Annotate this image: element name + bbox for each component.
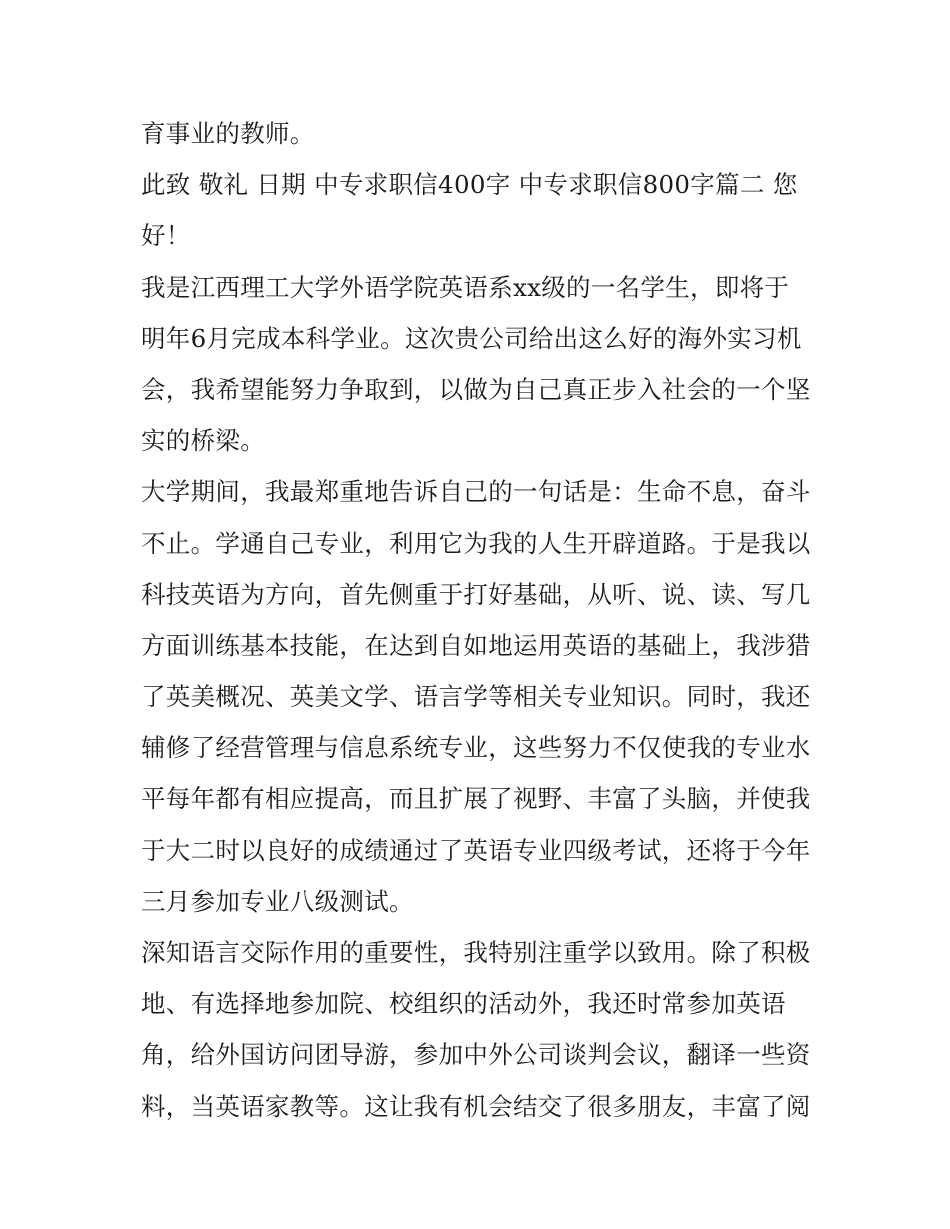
text-line: 方面训练基本技能，在达到自如地运用英语的基础上，我涉猎 <box>141 630 811 660</box>
document-body <box>141 108 813 1132</box>
text-line: 好！ <box>141 221 191 251</box>
text-line: 平每年都有相应提高，而且扩展了视野、丰富了头脑，并使我 <box>141 784 811 814</box>
text-line: 明年6月完成本科学业。这次贵公司给出这么好的海外实习机 <box>141 323 802 353</box>
text-line: 三月参加专业八级测试。 <box>141 886 414 916</box>
text-line: 科技英语为方向，首先侧重于打好基础，从听、说、读、写几 <box>141 579 811 609</box>
text-line: 此致 敬礼 日期 中专求职信400字 中专求职信800字篇二 您 <box>141 170 798 200</box>
text-line: 辅修了经营管理与信息系统专业，这些努力不仅使我的专业水 <box>141 733 811 763</box>
text-line: 地、有选择地参加院、校组织的活动外，我还时常参加英语 <box>141 989 786 1019</box>
text-line: 于大二时以良好的成绩通过了英语专业四级考试，还将于今年 <box>141 835 811 865</box>
text-line: 不止。学通自己专业，利用它为我的人生开辟道路。于是我以 <box>141 528 811 558</box>
text-line: 大学期间，我最郑重地告诉自己的一句话是：生命不息，奋斗 <box>141 477 811 507</box>
text-line: 料，当英语家教等。这让我有机会结交了很多朋友，丰富了阅 <box>141 1091 811 1121</box>
text-line: 实的桥梁。 <box>141 426 265 456</box>
text-line: 深知语言交际作用的重要性，我特别注重学以致用。除了积极 <box>141 938 811 967</box>
text-line: 会，我希望能努力争取到，以做为自己真正步入社会的一个坚 <box>141 374 811 404</box>
text-line: 育事业的教师。 <box>141 119 315 148</box>
text-line: 我是江西理工大学外语学院英语系xx级的一名学生，即将于 <box>141 272 790 302</box>
text-line: 了英美概况、英美文学、语言学等相关专业知识。同时，我还 <box>141 682 811 712</box>
text-line: 角，给外国访问团导游，参加中外公司谈判会议，翻译一些资 <box>141 1040 811 1070</box>
